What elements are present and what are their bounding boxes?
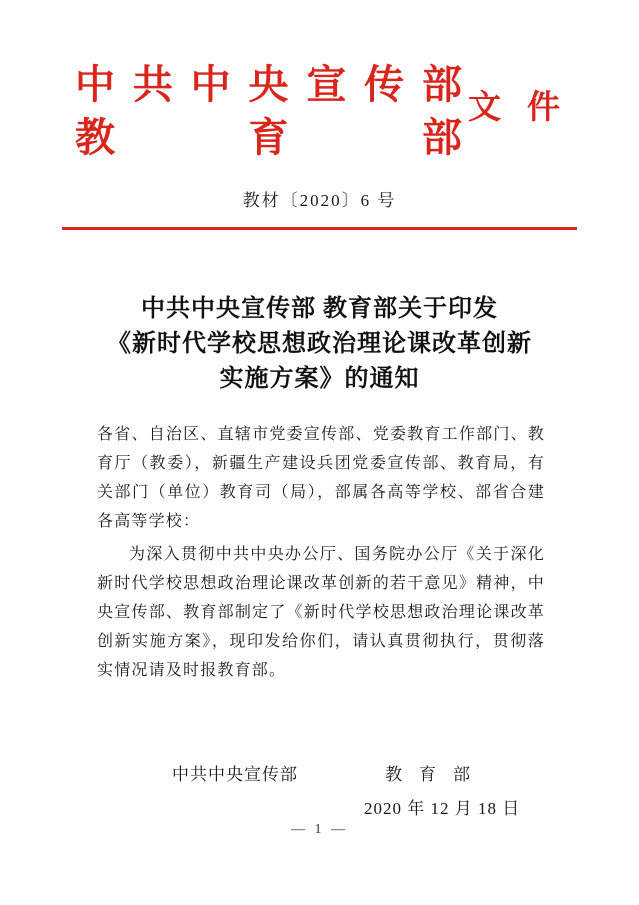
document-type-label: 文件 <box>468 90 586 126</box>
issuer-char: 中 <box>190 62 231 107</box>
issuer-line-1 <box>75 58 462 111</box>
issuer-char: 中 <box>75 62 115 107</box>
notice-paragraph: 为深入贯彻中共中央办公厅、国务院办公厅《关于深化新时代学校思想政治理论课改革创新的若干意见》精神，中央宣传部、教育部制定了《新时代学校思想政治理论课改革创新实施方案》，现印发给你们，请认真贯彻执行，贯彻落实情况请及时报教育部。 <box>97 546 545 679</box>
issuer-char: 宣 <box>306 62 347 107</box>
title-line-2: 《新时代学校思想政治理论课改革创新 <box>107 331 532 357</box>
issuer-char: 共 <box>132 62 173 107</box>
signature-date: 2020 年 12 月 18 日 <box>364 799 521 818</box>
issuer-char: 央 <box>248 62 289 107</box>
document-number: 教材〔2020〕6 号 <box>242 191 397 210</box>
title-line-1: 中共中央宣传部 教育部关于印发 <box>141 296 498 322</box>
document-title <box>0 292 639 397</box>
issuer-char: 部 <box>422 115 462 160</box>
signature-row <box>0 760 639 784</box>
title-line-3: 实施方案》的通知 <box>219 366 420 392</box>
letterhead-issuers <box>75 58 462 164</box>
issuer-char: 传 <box>364 62 405 107</box>
issuer-char: 部 <box>421 62 462 107</box>
red-separator-line <box>62 227 577 230</box>
issuer-char: 育 <box>248 115 289 160</box>
issuer-line-2 <box>75 111 462 164</box>
signer-ministry-of-education: 教 育 部 <box>385 765 470 784</box>
signer-cpc-propaganda-dept: 中共中央宣传部 <box>172 765 298 784</box>
recipients-paragraph: 各省、自治区、直辖市党委宣传部、党委教育工作部门、教育厅（教委），新疆生产建设兵团党委宣传部、教育局，有关部门（单位）教育司（局），部属各高等学校、部省合建各高等学校： <box>97 426 545 530</box>
page-number: — 1 — <box>291 822 348 837</box>
document-body <box>97 420 545 685</box>
issuer-char: 教 <box>75 115 115 160</box>
